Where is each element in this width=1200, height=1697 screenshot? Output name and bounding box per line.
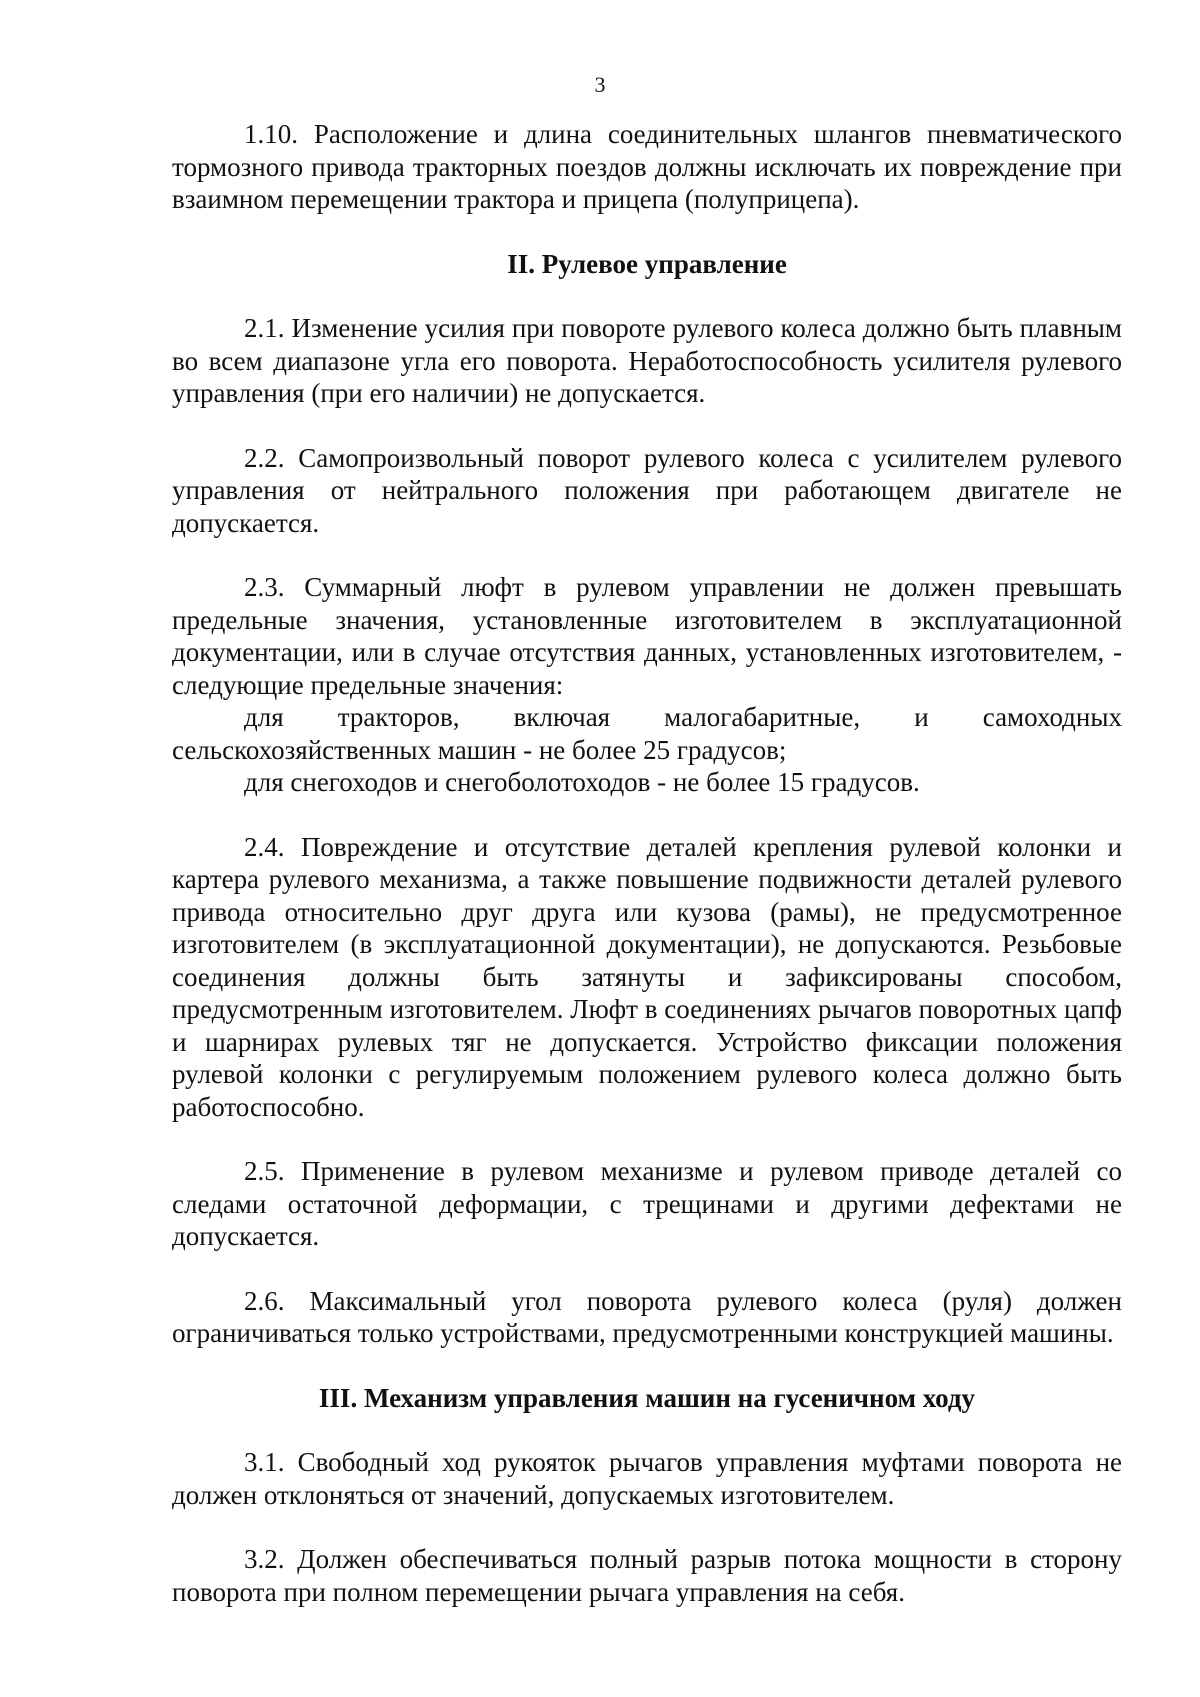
page-number: 3: [594, 72, 606, 97]
paragraph-2-4: 2.4. Повреждение и отсутствие деталей крепления рулевой колонки и картера рулевого механизма, а также повышение подвижности деталей рулевого привода относительно друг друга или кузова (рамы), не предусмотренное изготовителем (в эксплуатационной документации), не допускаются. Резьбовые соединения должны быть затянуты и зафиксированы способом, предусмотренным изготовителем. Люфт в соединениях рычагов поворотных цапф и шарнирах рулевых тяг не допускается. Устройство фиксации положения рулевой колонки с регулируемым положением рулевого колеса должно быть работоспособно.: [172, 831, 1122, 1122]
paragraph-2-3-snowmobiles: для снегоходов и снегоболотоходов - не более 15 градусов.: [244, 767, 920, 797]
paragraph-2-2: 2.2. Самопроизвольный поворот рулевого колеса с усилителем рулевого управления от нейтрального положения при работающем двигателе не допускается.: [172, 442, 1122, 538]
paragraph-2-5: 2.5. Применение в рулевом механизме и рулевом приводе деталей со следами остаточной деформации, с трещинами и другими дефектами не допускается.: [172, 1156, 1122, 1251]
paragraph-3-1: 3.1. Свободный ход рукояток рычагов управления муфтами поворота не должен отклоняться от значений, допускаемых изготовителем.: [172, 1447, 1122, 1510]
paragraph-2-3-tractors: для тракторов, включая малогабаритные, и самоходных сельскохозяйственных машин - не более 25 градусов;: [172, 702, 1122, 765]
paragraph-2-1: 2.1. Изменение усилия при повороте рулевого колеса должно быть плавным во всем диапазоне угла его поворота. Неработоспособность усилителя рулевого управления (при его наличии) не допускается.: [172, 313, 1122, 408]
paragraph-1-10: 1.10. Расположение и длина соединительных шлангов пневматического тормозного привода тракторных поездов должны исключать их повреждение при взаимном перемещении трактора и прицепа (полуприцепа).: [172, 119, 1122, 214]
section-heading-steering: II. Рулевое управление: [507, 248, 787, 279]
document-body: [172, 118, 1122, 1608]
paragraph-2-6: 2.6. Максимальный угол поворота рулевого колеса (руля) должен ограничиваться только устройствами, предусмотренными конструкцией машины.: [172, 1285, 1122, 1348]
paragraph-2-3: 2.3. Суммарный люфт в рулевом управлении не должен превышать предельные значения, установленные изготовителем в эксплуатационной документации, или в случае отсутствия данных, установленных изготовителем, - следующие предельные значения:: [172, 572, 1122, 700]
paragraph-3-2: 3.2. Должен обеспечиваться полный разрыв потока мощности в сторону поворота при полном перемещении рычага управления на себя.: [172, 1544, 1122, 1607]
section-heading-tracked-machines: III. Механизм управления машин на гусеничном ходу: [318, 1382, 976, 1413]
